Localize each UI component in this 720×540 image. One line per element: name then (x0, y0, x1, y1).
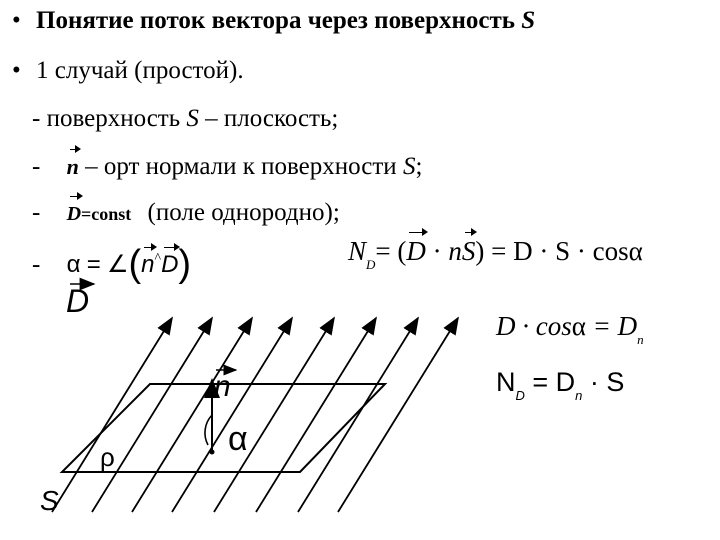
field-line (52, 318, 172, 512)
field-line (92, 318, 212, 512)
result-n: N (496, 367, 516, 397)
flux-n: N (348, 236, 367, 266)
alpha-arc (205, 415, 212, 445)
title-text: Понятие поток вектора через поверхность (36, 7, 522, 34)
item-field-text: (поле однородно); (147, 199, 340, 226)
s-vector-symbol: S (461, 236, 476, 266)
dash: - (32, 153, 41, 180)
result-sub: D (515, 388, 525, 403)
field-line (132, 318, 252, 512)
n-normal-label: n (214, 370, 231, 403)
alpha-symbol: α (66, 251, 81, 278)
dash: - (32, 105, 41, 132)
n-vector-symbol: n (141, 251, 155, 278)
s-surface-label: S (40, 485, 59, 516)
caret-symbol: ^ (154, 251, 162, 266)
alpha-label: α (228, 420, 248, 458)
result-tail: · S (582, 367, 625, 397)
result-eq: = D (524, 367, 576, 397)
equals: = (86, 251, 101, 278)
flux-dot: · (425, 236, 449, 266)
d-vector-symbol: D (161, 251, 179, 278)
projection-lhs: D · cos (496, 311, 572, 341)
dash: - (32, 199, 41, 226)
item-angle: - α = ∠(n^D) (32, 243, 192, 285)
const-text: =const (81, 204, 132, 224)
angle-symbol: ∠ (106, 251, 129, 278)
result-sub2: n (575, 388, 583, 403)
item-normal-text: – орт нормали к поверхности (78, 153, 403, 180)
normal-origin-dot (210, 450, 215, 455)
symbol-s: S (186, 105, 199, 132)
d-vector-symbol: D (406, 236, 426, 266)
flux-n-small: n (448, 236, 462, 266)
item-surface-post: – плоскость; (198, 105, 339, 132)
bullet-mark: • (12, 57, 21, 84)
d-field-label: D (66, 283, 90, 319)
bullet-mark: • (12, 7, 21, 34)
d-vector-symbol: D (67, 199, 81, 229)
rho-label: ρ (100, 442, 115, 472)
item-surface-pre: поверхность (46, 105, 187, 132)
field-lines (52, 318, 458, 512)
projection-alpha: α (571, 311, 586, 341)
dash: - (32, 251, 41, 278)
n-vector-symbol: n (67, 152, 79, 182)
flux-sub: D (366, 257, 376, 272)
flux-open: = ( (375, 236, 407, 266)
projection-eq: = D (585, 311, 638, 341)
projection-sub: n (637, 332, 644, 347)
symbol-s: S (402, 153, 416, 180)
case-text: 1 случай (простой). (36, 57, 244, 84)
title-symbol-s: S (521, 7, 536, 34)
flux-rest: ) = D · S · cos (475, 236, 629, 266)
semicolon: ; (415, 153, 423, 180)
flux-alpha: α (628, 236, 643, 266)
